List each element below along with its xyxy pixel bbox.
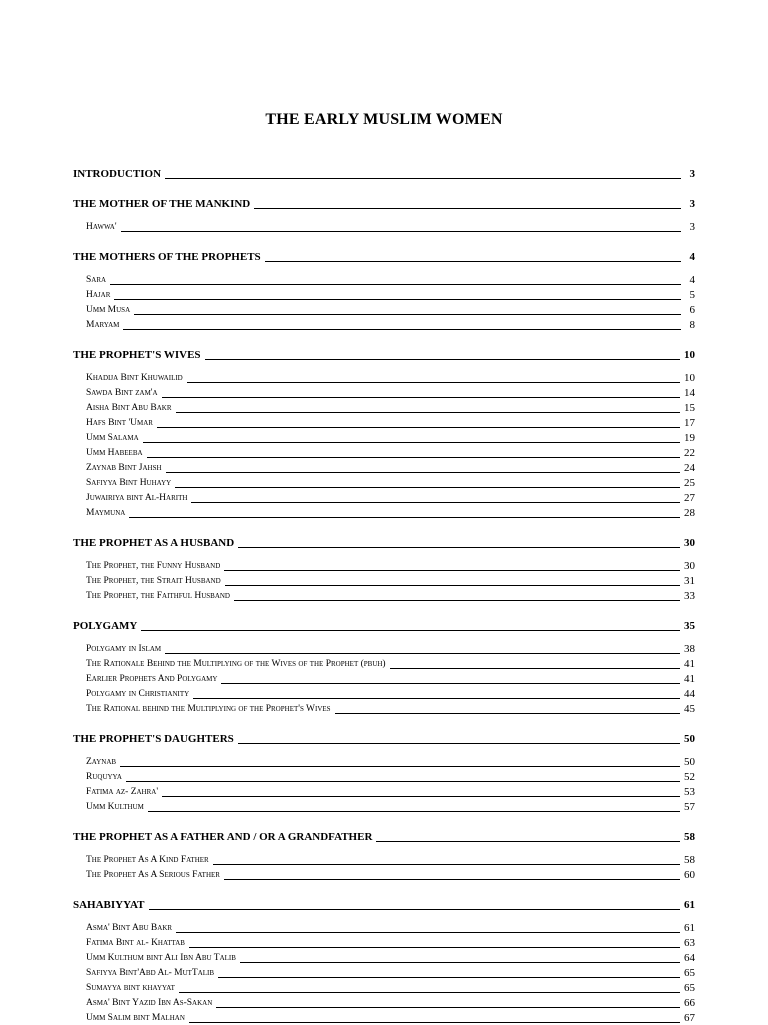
toc-page-number: 8 xyxy=(689,319,695,331)
toc-page-number: 30 xyxy=(684,560,695,572)
toc-label: Sumayya bint khayyat xyxy=(86,983,175,993)
toc-leader xyxy=(176,412,681,413)
toc-label: Umm Kulthum xyxy=(86,802,144,812)
toc-page-number: 25 xyxy=(684,477,695,489)
toc-label: Umm Salama xyxy=(86,433,139,443)
toc-page-number: 67 xyxy=(684,1012,695,1024)
toc-page-number: 45 xyxy=(684,703,695,715)
toc-entry[interactable] xyxy=(86,462,695,475)
toc-label: Hafs Bint 'Umar xyxy=(86,418,153,428)
toc-label: Aisha Bint Abu Bakr xyxy=(86,403,172,413)
toc-entry[interactable] xyxy=(86,643,695,656)
toc-page-number: 65 xyxy=(684,967,695,979)
toc-leader xyxy=(162,796,680,797)
toc-leader xyxy=(176,932,680,933)
toc-page-number: 31 xyxy=(684,575,695,587)
toc-label: Polygamy in Christianity xyxy=(86,689,190,699)
toc-leader xyxy=(218,977,680,978)
toc-leader xyxy=(143,442,680,443)
toc-label: Fatima az- Zahra' xyxy=(86,787,159,797)
toc-label: Maryam xyxy=(86,320,120,330)
toc-leader xyxy=(224,570,680,571)
toc-entry[interactable] xyxy=(86,447,695,460)
toc-section[interactable] xyxy=(73,733,695,746)
toc-page-number: 5 xyxy=(689,289,695,301)
toc-page-number: 10 xyxy=(684,349,695,361)
toc-entry[interactable] xyxy=(86,274,695,287)
toc-entry[interactable] xyxy=(86,937,695,950)
toc-label: THE PROPHET'S DAUGHTERS xyxy=(73,733,234,745)
toc-page-number: 3 xyxy=(689,198,695,210)
toc-section[interactable] xyxy=(73,899,695,912)
toc-label: Juwairiya bint Al-Harith xyxy=(86,493,188,503)
toc-entry[interactable] xyxy=(86,590,695,603)
toc-entry[interactable] xyxy=(86,869,695,882)
toc-leader xyxy=(238,743,680,744)
toc-label: Earlier Prophets And Polygamy xyxy=(86,674,218,684)
toc-entry[interactable] xyxy=(86,507,695,520)
toc-leader xyxy=(193,698,680,699)
toc-leader xyxy=(191,502,680,503)
toc-page-number: 52 xyxy=(684,771,695,783)
toc-page-number: 19 xyxy=(684,432,695,444)
toc-entry[interactable] xyxy=(86,854,695,867)
toc-leader xyxy=(120,766,680,767)
toc-label: INTRODUCTION xyxy=(73,168,162,180)
toc-page-number: 35 xyxy=(684,620,695,632)
toc-label: Fatima Bint al- Khattab xyxy=(86,938,185,948)
toc-page-number: 53 xyxy=(684,786,695,798)
toc-entry[interactable] xyxy=(86,319,695,332)
toc-entry[interactable] xyxy=(86,658,695,671)
toc-leader xyxy=(179,992,680,993)
toc-entry[interactable] xyxy=(86,801,695,814)
toc-page-number: 33 xyxy=(684,590,695,602)
toc-leader xyxy=(224,879,680,880)
toc-leader xyxy=(240,962,680,963)
toc-leader xyxy=(148,811,680,812)
toc-entry[interactable] xyxy=(86,673,695,686)
toc-leader xyxy=(147,457,680,458)
toc-leader xyxy=(205,359,680,360)
toc-page-number: 65 xyxy=(684,982,695,994)
toc-label: THE MOTHER OF THE MANKIND xyxy=(73,198,251,210)
toc-page-number: 4 xyxy=(689,251,695,263)
toc-section[interactable] xyxy=(73,198,695,211)
toc-page-number: 3 xyxy=(689,221,695,233)
toc-entry[interactable] xyxy=(86,304,695,317)
toc-label: Sawda Bint zam'a xyxy=(86,388,158,398)
toc-leader xyxy=(165,653,680,654)
toc-label: Zaynab Bint Jahsh xyxy=(86,463,162,473)
toc-leader xyxy=(335,713,680,714)
toc-page-number: 61 xyxy=(684,899,695,911)
toc-leader xyxy=(149,909,680,910)
toc-label: POLYGAMY xyxy=(73,620,138,632)
toc-section[interactable] xyxy=(73,349,695,362)
toc-label: Hajar xyxy=(86,290,111,300)
toc-leader xyxy=(121,231,681,232)
toc-leader xyxy=(126,781,680,782)
toc-page-number: 44 xyxy=(684,688,695,700)
toc-section[interactable] xyxy=(73,251,695,264)
toc-page-number: 63 xyxy=(684,937,695,949)
toc-label: Asma' Bint Yazid Ibn As-Sakan xyxy=(86,998,213,1008)
toc-page-number: 27 xyxy=(684,492,695,504)
toc-page-number: 14 xyxy=(684,387,695,399)
toc-page-number: 38 xyxy=(684,643,695,655)
toc-section[interactable] xyxy=(73,168,695,181)
toc-entry[interactable] xyxy=(86,703,695,716)
toc-leader xyxy=(129,517,680,518)
toc-leader xyxy=(225,585,680,586)
toc-label: The Prophet, the Faithful Husband xyxy=(86,591,230,601)
toc-entry[interactable] xyxy=(86,952,695,965)
toc-label: Polygamy in Islam xyxy=(86,644,162,654)
toc-leader xyxy=(234,600,680,601)
toc-label: Safiyya Bint'Abd Al- MutTalib xyxy=(86,968,215,978)
toc-leader xyxy=(189,947,680,948)
toc-leader xyxy=(216,1007,680,1008)
toc-entry[interactable] xyxy=(86,372,695,385)
toc-entry[interactable] xyxy=(86,221,695,234)
toc-entry[interactable] xyxy=(86,771,695,784)
toc-leader xyxy=(213,864,680,865)
toc-label: SAHABIYYAT xyxy=(73,899,145,911)
toc-page-number: 3 xyxy=(689,168,695,180)
toc-label: THE PROPHET AS A FATHER AND / OR A GRANDFATHER xyxy=(73,831,373,843)
toc-label: Sara xyxy=(86,275,107,285)
toc-label: Safiyya Bint Huhayy xyxy=(86,478,172,488)
toc-entry[interactable] xyxy=(86,688,695,701)
toc-entry[interactable] xyxy=(86,492,695,505)
toc-label: The Prophet, the Strait Husband xyxy=(86,576,221,586)
toc-page-number: 4 xyxy=(689,274,695,286)
toc-label: Umm Salim bint Malhan xyxy=(86,1013,185,1023)
toc-label: Umm Habeeba xyxy=(86,448,143,458)
toc-leader xyxy=(221,683,680,684)
toc-entry[interactable] xyxy=(86,575,695,588)
toc-page-number: 60 xyxy=(684,869,695,881)
toc-leader xyxy=(187,382,680,383)
toc-leader xyxy=(238,547,680,548)
toc-label: The Rational behind the Multiplying of the Prophet's Wives xyxy=(86,704,331,714)
toc-leader xyxy=(165,178,681,179)
toc-page-number: 50 xyxy=(684,756,695,768)
toc-entry[interactable] xyxy=(86,417,695,430)
toc-page-number: 58 xyxy=(684,831,695,843)
toc-section[interactable] xyxy=(73,831,695,844)
toc-label: Khadija Bint Khuwailid xyxy=(86,373,183,383)
toc-leader xyxy=(110,284,681,285)
toc-page-number: 24 xyxy=(684,462,695,474)
toc-entry[interactable] xyxy=(86,967,695,980)
toc-entry[interactable] xyxy=(86,560,695,573)
toc-entry[interactable] xyxy=(86,982,695,995)
toc-entry[interactable] xyxy=(86,786,695,799)
toc-leader xyxy=(376,841,680,842)
toc-page-number: 58 xyxy=(684,854,695,866)
toc-entry[interactable] xyxy=(86,922,695,935)
toc-page-number: 22 xyxy=(684,447,695,459)
toc-label: The Prophet, the Funny Husband xyxy=(86,561,221,571)
toc-label: The Prophet As A Kind Father xyxy=(86,855,209,865)
toc-page-number: 30 xyxy=(684,537,695,549)
toc-entry[interactable] xyxy=(86,289,695,302)
toc-leader xyxy=(265,261,681,262)
toc-label: The Rationale Behind the Multiplying of the Wives of the Prophet (pbuh) xyxy=(86,659,386,669)
toc-leader xyxy=(175,487,680,488)
toc-leader xyxy=(162,397,680,398)
toc-label: Asma' Bint Abu Bakr xyxy=(86,923,173,933)
toc-label: THE PROPHET AS A HUSBAND xyxy=(73,537,235,549)
toc-leader xyxy=(157,427,680,428)
toc-entry[interactable] xyxy=(86,432,695,445)
toc-page-number: 17 xyxy=(684,417,695,429)
toc-label: THE PROPHET'S WIVES xyxy=(73,349,201,361)
toc-entry[interactable] xyxy=(86,756,695,769)
toc-label: THE MOTHERS OF THE PROPHETS xyxy=(73,251,261,263)
toc-entry[interactable] xyxy=(86,1012,695,1025)
document-title: THE EARLY MUSLIM WOMEN xyxy=(265,111,503,128)
toc-entry[interactable] xyxy=(86,997,695,1010)
toc-label: Umm Musa xyxy=(86,305,131,315)
toc-leader xyxy=(390,668,680,669)
toc-entry[interactable] xyxy=(86,387,695,400)
toc-label: Maymuna xyxy=(86,508,126,518)
toc-label: The Prophet As A Serious Father xyxy=(86,870,220,880)
toc-label: Ruquyya xyxy=(86,772,122,782)
toc-leader xyxy=(254,208,681,209)
toc-section[interactable] xyxy=(73,620,695,633)
toc-page-number: 15 xyxy=(684,402,695,414)
toc-page-number: 41 xyxy=(684,673,695,685)
toc-entry[interactable] xyxy=(86,477,695,490)
toc-label: Zaynab xyxy=(86,757,117,767)
toc-page-number: 41 xyxy=(684,658,695,670)
toc-page-number: 28 xyxy=(684,507,695,519)
toc-leader xyxy=(141,630,680,631)
toc-entry[interactable] xyxy=(86,402,695,415)
toc-page-number: 66 xyxy=(684,997,695,1009)
toc-page-number: 61 xyxy=(684,922,695,934)
toc-page-number: 6 xyxy=(689,304,695,316)
toc-page-number: 64 xyxy=(684,952,695,964)
toc-page-number: 10 xyxy=(684,372,695,384)
toc-label: Umm Kulthum bint Ali Ibn Abu Talib xyxy=(86,953,236,963)
toc-leader xyxy=(134,314,681,315)
toc-page-number: 50 xyxy=(684,733,695,745)
toc-leader xyxy=(189,1022,680,1023)
toc-leader xyxy=(166,472,680,473)
toc-label: Hawwa' xyxy=(86,222,117,232)
toc-leader xyxy=(123,329,681,330)
toc-leader xyxy=(114,299,681,300)
toc-section[interactable] xyxy=(73,537,695,550)
toc-page-number: 57 xyxy=(684,801,695,813)
